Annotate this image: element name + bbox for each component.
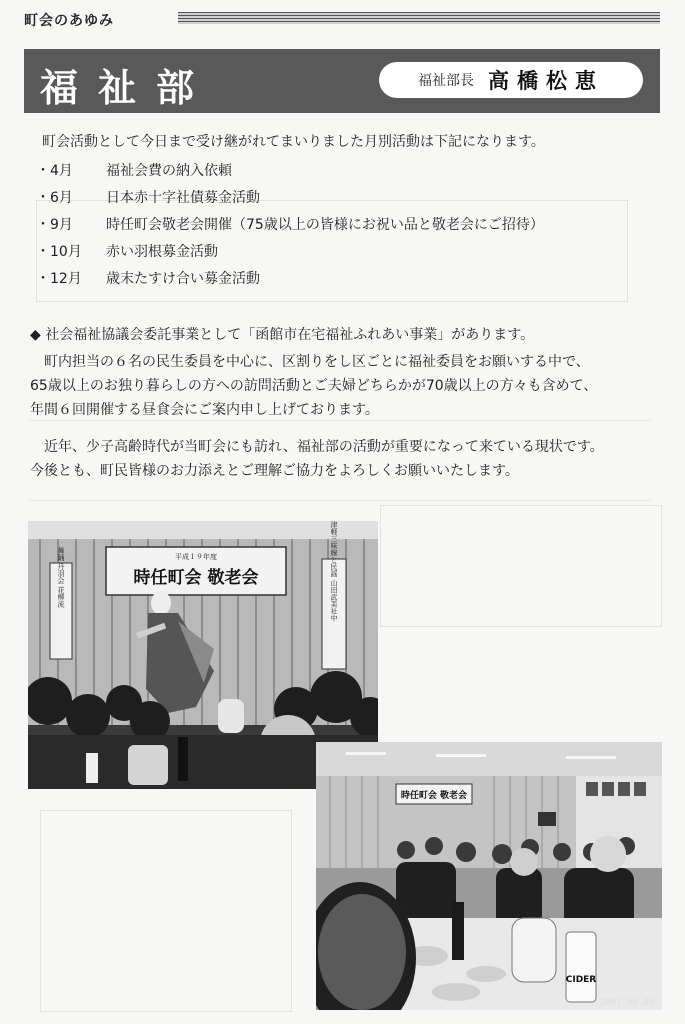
month-label: ・6月 [36,190,73,206]
banner-title: 時任町会 敬老会 [400,791,468,801]
body-paragraph: 近年、少子高齢時代が当町会にも訪れ、福祉部の活動が重要になって来ている現状です。 [30,439,604,455]
body-paragraph: 町内担当の６名の民生委員を中心に、区割りをし区ごとに福祉委員をお願いする中で、 [30,354,590,370]
body-paragraph: 今後とも、町民皆様のお力添えとご理解ご協力をよろしくお願いいたします。 [30,463,519,479]
show-through-box [380,505,662,627]
activity-text: 赤い羽根募金活動 [106,244,218,260]
department-title: 福祉部 [40,66,215,110]
month-label: ・12月 [36,271,82,287]
head-name: 高橋松恵 [488,69,604,93]
list-item [36,160,544,187]
body-paragraph: 年間６回開催する昼食会にご案内申し上げております。 [30,402,379,418]
monthly-activity-list [36,160,544,295]
date-stamp: 2007.09.09 [599,998,654,1008]
body-paragraph: 65歳以上のお独り暮らしの方への訪問活動とご夫婦どちらかが70歳以上の方々も含めて、 [30,378,598,394]
banner-title: 時任町会 敬老会 [133,568,259,588]
list-item [36,214,544,241]
series-title: 町会のあゆみ [24,13,114,29]
show-through-box [40,810,292,1012]
bottle-label: CIDER [565,975,597,985]
list-item [36,187,544,214]
month-label: ・10月 [36,244,82,260]
month-label: ・4月 [36,163,73,179]
banner-year: 平成１９年度 [175,553,217,561]
department-head-box [379,62,643,98]
photo-banquet [316,742,662,1010]
activity-text: 福祉会費の納入依頼 [106,163,232,179]
activity-text: 歳末たすけ合い募金活動 [106,271,260,287]
list-item [36,268,544,295]
month-label: ・9月 [36,217,73,233]
program-notice: ◆ 社会福祉協議会委託事業として「函館市在宅福祉ふれあい事業」があります。 [30,327,535,343]
head-role: 福祉部長 [418,73,474,89]
left-sign: 舞踊 丹羽会 花柳流 [57,546,65,608]
intro-text: 町会活動として今日まで受け継がれてまいりました月別活動は下記になります。 [42,134,545,150]
activity-text: 時任町会敬老会開催（75歳以上の皆様にお祝い品と敬老会にご招待） [106,217,544,233]
list-item [36,241,544,268]
right-sign: 津軽三味線と民謡 山田武美社中 [330,521,338,622]
header-rule [178,12,660,24]
show-through-line [30,500,650,501]
activity-text: 日本赤十字社債募金活動 [106,190,260,206]
